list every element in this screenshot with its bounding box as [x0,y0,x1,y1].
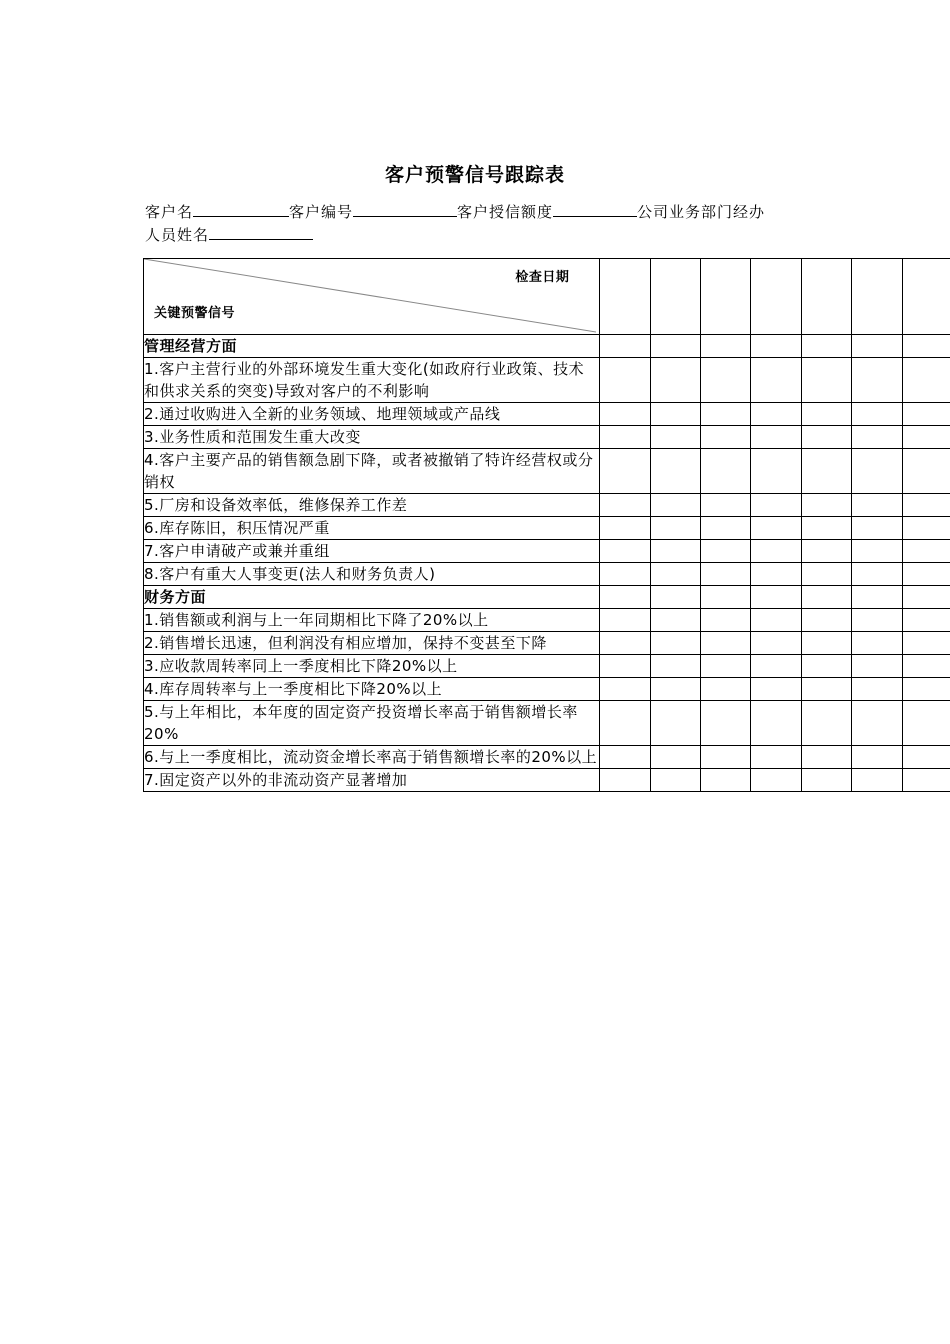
check-cell[interactable] [650,403,700,426]
check-cell[interactable] [902,358,950,403]
key-signal-label: 关键预警信号 [154,306,236,321]
signal-item-text: 7.客户申请破产或兼并重组 [144,540,600,563]
check-cell[interactable] [801,632,851,655]
check-cell[interactable] [751,632,801,655]
check-cell[interactable] [701,540,751,563]
check-cell[interactable] [801,403,851,426]
check-cell[interactable] [902,746,950,769]
check-cell[interactable] [852,540,902,563]
check-cell[interactable] [801,259,851,335]
table-row [144,701,950,746]
section-heading: 管理经营方面 [144,335,600,358]
check-cell[interactable] [650,259,700,335]
section-heading-row [144,335,950,358]
check-cell[interactable] [902,563,950,586]
signal-item-text: 4.库存周转率与上一季度相比下降20%以上 [144,678,600,701]
signal-item-text: 6.库存陈旧，积压情况严重 [144,517,600,540]
check-cell[interactable] [650,494,700,517]
table-row [144,358,950,403]
signal-item-text: 5.厂房和设备效率低，维修保养工作差 [144,494,600,517]
check-cell[interactable] [650,586,700,609]
check-cell[interactable] [751,678,801,701]
table-row [144,655,950,678]
check-cell[interactable] [852,426,902,449]
customer-name-blank[interactable] [193,200,289,217]
check-cell[interactable] [701,426,751,449]
check-cell[interactable] [751,746,801,769]
check-cell[interactable] [650,746,700,769]
check-cell[interactable] [902,426,950,449]
signal-item-text: 1.客户主营行业的外部环境发生重大变化(如政府行业政策、技术和供求关系的突变)导致对客户的不利影响 [144,358,600,403]
check-cell[interactable] [650,678,700,701]
check-cell[interactable] [852,403,902,426]
check-cell[interactable] [902,494,950,517]
check-cell[interactable] [751,403,801,426]
check-cell[interactable] [801,586,851,609]
table-row [144,609,950,632]
signal-item-text: 1.销售额或利润与上一年同期相比下降了20%以上 [144,609,600,632]
check-cell[interactable] [600,259,650,335]
check-cell[interactable] [902,769,950,792]
check-cell[interactable] [902,632,950,655]
check-cell[interactable] [902,259,950,335]
check-cell[interactable] [801,746,851,769]
check-cell[interactable] [650,449,700,494]
check-cell[interactable] [902,678,950,701]
customer-no-label: 客户编号 [289,203,354,221]
customer-name-label: 客户名 [145,203,194,221]
check-cell[interactable] [701,517,751,540]
check-cell[interactable] [801,609,851,632]
check-cell[interactable] [600,609,650,632]
signal-item-text: 8.客户有重大人事变更(法人和财务负责人) [144,563,600,586]
check-cell[interactable] [600,632,650,655]
diagonal-header-cell [144,259,600,335]
check-cell[interactable] [852,746,902,769]
check-cell[interactable] [852,609,902,632]
check-cell[interactable] [701,701,751,746]
check-cell[interactable] [650,517,700,540]
check-cell[interactable] [902,586,950,609]
check-cell[interactable] [600,540,650,563]
officer-name-blank[interactable] [209,223,313,240]
check-cell[interactable] [650,655,700,678]
check-cell[interactable] [600,746,650,769]
check-cell[interactable] [801,494,851,517]
signal-item-text: 7.固定资产以外的非流动资产显著增加 [144,769,600,792]
table-header-row [144,259,950,335]
table-row [144,517,950,540]
table-row [144,494,950,517]
check-cell[interactable] [650,609,700,632]
check-cell[interactable] [801,540,851,563]
check-cell[interactable] [701,259,751,335]
table-row [144,746,950,769]
signal-item-text: 6.与上一季度相比，流动资金增长率高于销售额增长率的20%以上 [144,746,600,769]
check-cell[interactable] [852,701,902,746]
check-cell[interactable] [751,517,801,540]
check-cell[interactable] [600,494,650,517]
dept-officer-label: 公司业务部门经办 [637,203,766,221]
check-cell[interactable] [600,655,650,678]
check-cell[interactable] [801,701,851,746]
check-cell[interactable] [852,769,902,792]
header-fields-line-2 [145,223,313,246]
check-cell[interactable] [902,335,950,358]
check-cell[interactable] [650,335,700,358]
check-cell[interactable] [801,449,851,494]
check-cell[interactable] [902,701,950,746]
check-cell[interactable] [701,632,751,655]
signal-item-text: 4.客户主要产品的销售额急剧下降，或者被撤销了特许经营权或分销权 [144,449,600,494]
check-cell[interactable] [751,586,801,609]
check-cell[interactable] [801,335,851,358]
check-cell[interactable] [600,449,650,494]
check-cell[interactable] [751,609,801,632]
check-cell[interactable] [852,586,902,609]
check-cell[interactable] [751,494,801,517]
check-cell[interactable] [650,769,700,792]
table-row [144,769,950,792]
table-row [144,563,950,586]
check-cell[interactable] [650,701,700,746]
check-cell[interactable] [852,494,902,517]
check-cell[interactable] [701,746,751,769]
check-cell[interactable] [852,632,902,655]
section-heading-row [144,586,950,609]
warning-signal-table [143,258,950,792]
check-cell[interactable] [701,449,751,494]
check-cell[interactable] [701,678,751,701]
check-cell[interactable] [600,678,650,701]
check-cell[interactable] [801,678,851,701]
check-cell[interactable] [852,517,902,540]
check-cell[interactable] [701,586,751,609]
signal-item-text: 3.业务性质和范围发生重大改变 [144,426,600,449]
check-cell[interactable] [650,540,700,563]
check-cell[interactable] [751,540,801,563]
check-cell[interactable] [701,358,751,403]
header-fields-line-1 [145,200,765,223]
check-cell[interactable] [600,358,650,403]
table-row [144,678,950,701]
check-cell[interactable] [852,655,902,678]
check-cell[interactable] [751,358,801,403]
check-cell[interactable] [751,449,801,494]
check-cell[interactable] [650,358,700,403]
signal-item-text: 2.通过收购进入全新的业务领域、地理领域或产品线 [144,403,600,426]
check-cell[interactable] [701,609,751,632]
check-cell[interactable] [701,563,751,586]
check-cell[interactable] [600,426,650,449]
check-cell[interactable] [852,259,902,335]
check-cell[interactable] [600,517,650,540]
check-cell[interactable] [701,655,751,678]
check-cell[interactable] [650,426,700,449]
check-cell[interactable] [751,259,801,335]
signal-item-text: 2.销售增长迅速，但利润没有相应增加，保持不变甚至下降 [144,632,600,655]
check-cell[interactable] [751,701,801,746]
table-row [144,449,950,494]
check-cell[interactable] [600,769,650,792]
check-cell[interactable] [902,449,950,494]
check-date-label: 检查日期 [515,270,570,285]
check-cell[interactable] [701,769,751,792]
check-cell[interactable] [600,403,650,426]
table-row [144,403,950,426]
check-cell[interactable] [600,701,650,746]
credit-limit-blank[interactable] [553,200,637,217]
table-row [144,426,950,449]
check-cell[interactable] [701,494,751,517]
check-cell[interactable] [852,563,902,586]
check-cell[interactable] [701,335,751,358]
check-cell[interactable] [751,563,801,586]
check-cell[interactable] [801,426,851,449]
check-cell[interactable] [902,609,950,632]
table-row [144,540,950,563]
check-cell[interactable] [801,769,851,792]
check-cell[interactable] [751,769,801,792]
page-title: 客户预警信号跟踪表 [384,164,565,186]
check-cell[interactable] [751,426,801,449]
check-cell[interactable] [600,335,650,358]
signal-item-text: 5.与上年相比，本年度的固定资产投资增长率高于销售额增长率20% [144,701,600,746]
officer-name-label: 人员姓名 [145,226,210,244]
check-cell[interactable] [852,678,902,701]
customer-no-blank[interactable] [353,200,457,217]
check-cell[interactable] [902,540,950,563]
check-cell[interactable] [701,403,751,426]
check-cell[interactable] [902,403,950,426]
check-cell[interactable] [801,517,851,540]
check-cell[interactable] [852,449,902,494]
check-cell[interactable] [902,655,950,678]
credit-limit-label: 客户授信额度 [457,203,554,221]
check-cell[interactable] [650,632,700,655]
check-cell[interactable] [852,358,902,403]
check-cell[interactable] [801,358,851,403]
check-cell[interactable] [600,563,650,586]
check-cell[interactable] [751,335,801,358]
check-cell[interactable] [852,335,902,358]
table-row [144,632,950,655]
check-cell[interactable] [801,655,851,678]
check-cell[interactable] [751,655,801,678]
section-heading: 财务方面 [144,586,600,609]
check-cell[interactable] [902,517,950,540]
check-cell[interactable] [600,586,650,609]
check-cell[interactable] [801,563,851,586]
check-cell[interactable] [650,563,700,586]
signal-item-text: 3.应收款周转率同上一季度相比下降20%以上 [144,655,600,678]
